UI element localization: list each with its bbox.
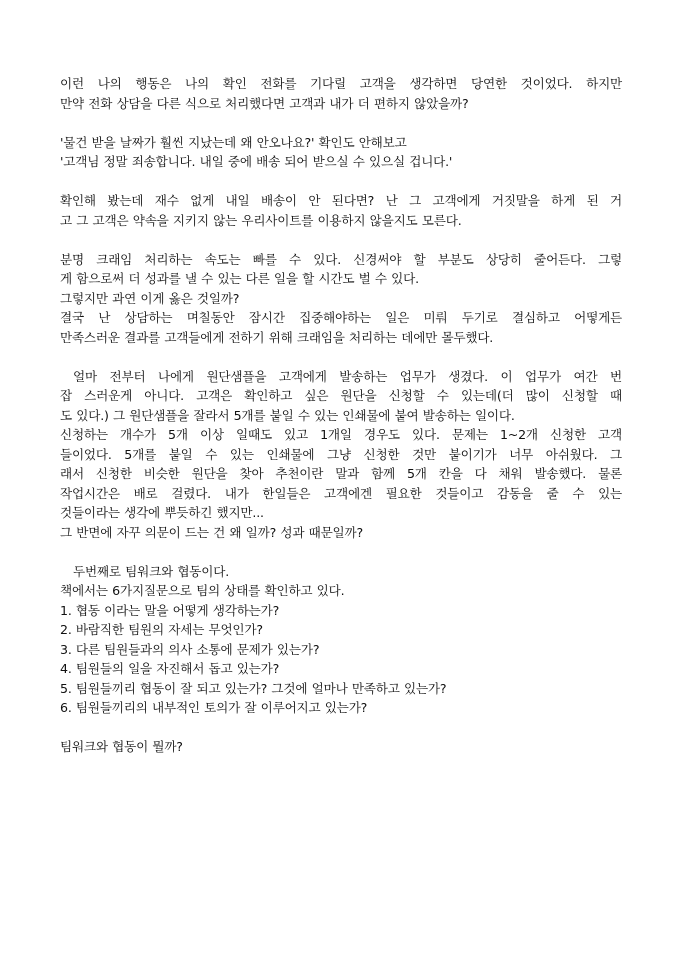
text-line: 도 있다.) 그 원단샘플을 잘라서 5개를 붙일 수 있는 인쇄물에 붙여 발송하는 일이다. bbox=[60, 407, 515, 423]
closing-question: 팀워크와 협동이 뭘까? bbox=[60, 739, 183, 754]
paragraph-gap bbox=[60, 172, 622, 192]
text-line: 이런 나의 행동은 나의 확인 전화를 기다릴 고객을 생각하면 당연한 것이었다. 하지만 bbox=[60, 76, 622, 91]
quote-line: '고객님 정말 죄송합니다. 내일 중에 배송 되어 받으실 수 있으실 겁니다.' bbox=[60, 154, 453, 169]
text-line: 얼마 전부터 나에게 원단샘플을 고객에게 발송하는 업무가 생겼다. 이 업무가 여간 번 bbox=[73, 368, 622, 384]
paragraph-phone-consultation bbox=[60, 74, 622, 113]
text-line: 분명 크래임 처리하는 속도는 빠를 수 있다. 신경써야 할 부분도 상당히 줄어든다. 그렇 bbox=[60, 251, 622, 267]
paragraph-claim-handling bbox=[60, 250, 622, 348]
quote-line: '물건 받을 날짜가 훨씬 지났는데 왜 안오나요?' 확인도 안해보고 bbox=[60, 134, 407, 150]
paragraph-gap bbox=[60, 113, 622, 133]
section-heading: 두번째로 팀워크와 협동이다. bbox=[73, 563, 229, 579]
text-line: 만약 전화 상담을 다른 식으로 처리했다면 고객과 내가 더 편하지 않았을까? bbox=[60, 95, 469, 111]
text-line: 잡 스러운게 아니다. 고객은 확인하고 싶은 원단을 신청할 수 있는데(더 많이 신청할 때 bbox=[60, 388, 622, 403]
paragraph-teamwork bbox=[60, 562, 622, 718]
text-line: 그렇지만 과연 이게 옳은 것일까? bbox=[60, 290, 240, 306]
question-item: 5. 팀원들끼리 협동이 잘 되고 있는가? 그것에 얼마나 만족하고 있는가? bbox=[60, 680, 447, 696]
text-line: 게 함으로써 더 성과를 낼 수 있는 다른 일을 할 시간도 벌 수 있다. bbox=[60, 271, 419, 286]
question-item: 4. 팀원들의 일을 자진해서 돕고 있는가? bbox=[60, 661, 280, 676]
text-line: 만족스러운 결과를 고객들에게 전하기 위해 크래임을 처리하는 데에만 몰두했다. bbox=[60, 329, 494, 345]
question-item: 2. 바람직한 팀원의 자세는 무엇인가? bbox=[60, 622, 263, 637]
question-item: 6. 팀원들끼리의 내부적인 토의가 잘 이루어지고 있는가? bbox=[60, 700, 368, 715]
paragraph-delivery-risk bbox=[60, 191, 622, 230]
text-line: 것들이라는 생각에 뿌듯하긴 했지만... bbox=[60, 505, 264, 520]
text-line: 작업시간은 배로 걸렸다. 내가 한일들은 고객에겐 필요한 것들이고 감동을 줄 수 있는 bbox=[60, 485, 622, 501]
text-line: 그 반면에 자꾸 의문이 드는 건 왜 일까? 성과 때문일까? bbox=[60, 524, 363, 540]
question-item: 3. 다른 팀원들과의 의사 소통에 문제가 있는가? bbox=[60, 641, 320, 657]
text-line: 결국 난 상담하는 며칠동안 잠시간 집중해야하는 일은 미뤄 두기로 결심하고 어떻게든 bbox=[60, 310, 622, 325]
paragraph-gap bbox=[60, 542, 622, 562]
text-line: 래서 신청한 비슷한 원단을 찾아 추천이란 말과 함께 5개 칸을 다 채워 발송했다. 물론 bbox=[60, 466, 622, 481]
paragraph-gap bbox=[60, 230, 622, 250]
text-line: 들이었다. 5개를 붙일 수 있는 인쇄물에 그냥 신청한 것만 붙이기가 너무 아쉬웠다. 그 bbox=[60, 446, 622, 462]
text-line: 고 그 고객은 약속을 지키지 않는 우리사이트를 이용하지 않을지도 모른다. bbox=[60, 212, 462, 228]
paragraph-fabric-samples bbox=[60, 367, 622, 543]
document-page bbox=[60, 74, 622, 757]
question-item: 1. 협동 이라는 말을 어떻게 생각하는가? bbox=[60, 602, 280, 618]
paragraph-gap bbox=[60, 718, 622, 738]
text-line: 신청하는 개수가 5개 이상 일때도 있고 1개일 경우도 있다. 문제는 1~2개 신청한 고객 bbox=[60, 427, 622, 442]
text-line: 확인해 봤는데 재수 없게 내일 배송이 안 된다면? 난 그 고객에게 거짓말을 하게 된 거 bbox=[60, 193, 622, 208]
text-line: 책에서는 6가지질문으로 팀의 상태를 확인하고 있다. bbox=[60, 583, 345, 598]
paragraph-quotes bbox=[60, 133, 622, 172]
paragraph-gap bbox=[60, 347, 622, 367]
